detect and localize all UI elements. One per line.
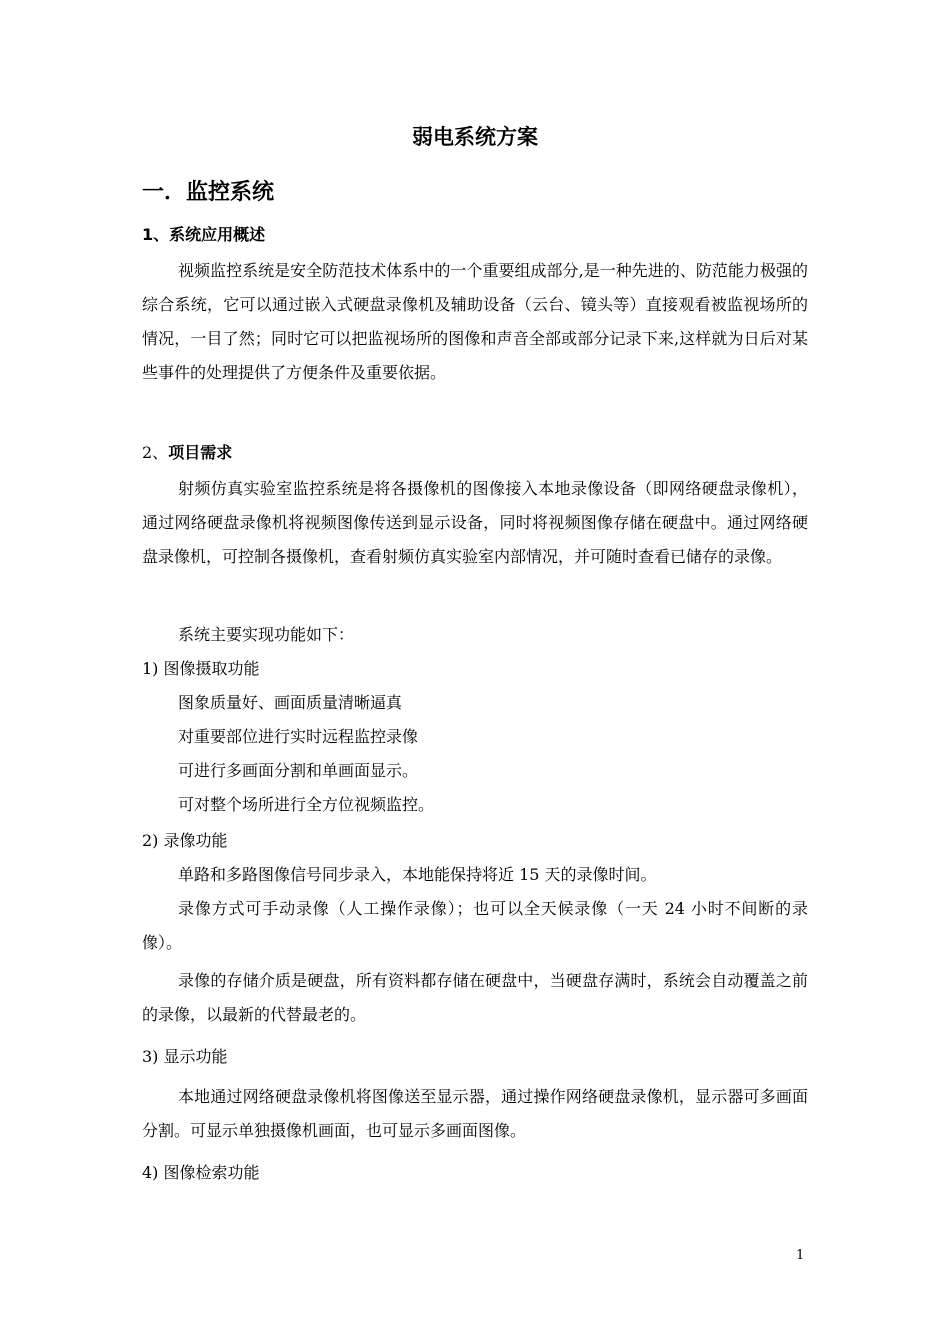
subheading-overview: 1、系统应用概述 xyxy=(142,225,266,244)
list-item-image-capture: 1) 图像摄取功能 xyxy=(142,659,260,678)
paragraph-functions-intro: 系统主要实现功能如下： xyxy=(178,625,355,644)
paragraph-overview: 视频监控系统是安全防范技术体系中的一个重要组成部分,是一种先进的、防范能力极强的综合系统，它可以通过嵌入式硬盘录像机及辅助设备（云台、镜头等）直接观看被监视场所的情况，一目了然；同时它可以把监视场所的图像和声音全部或部分记录下来,这样就为日后对某些事件的处理提供了方便条件及重要依据。 xyxy=(142,261,808,382)
feature-line: 对重要部位进行实时远程监控录像 xyxy=(178,727,419,746)
list-item-display: 3) 显示功能 xyxy=(142,1047,228,1066)
subheading-text: 项目需求 xyxy=(168,443,233,462)
list-item-recording: 2) 录像功能 xyxy=(142,831,228,850)
subheading-requirements xyxy=(142,440,232,466)
document-title: 弱电系统方案 xyxy=(412,125,538,149)
list-item-image-search: 4) 图像检索功能 xyxy=(142,1163,260,1182)
feature-line: 可进行多画面分割和单画面显示。 xyxy=(178,761,419,780)
paragraph-recording-mode: 录像方式可手动录像（人工操作录像）；也可以全天候录像（一天 24 小时不间断的录像）。 xyxy=(142,899,808,952)
paragraph-recording-storage: 录像的存储介质是硬盘，所有资料都存储在硬盘中，当硬盘存满时，系统会自动覆盖之前的录像，以最新的代替最老的。 xyxy=(142,971,808,1024)
section-heading-monitoring: 一．监控系统 xyxy=(142,180,275,205)
feature-line: 单路和多路图像信号同步录入，本地能保持将近 15 天的录像时间。 xyxy=(178,865,657,884)
subheading-number: 2、 xyxy=(142,443,169,462)
feature-line: 可对整个场所进行全方位视频监控。 xyxy=(178,795,435,814)
paragraph-display: 本地通过网络硬盘录像机将图像送至显示器，通过操作网络硬盘录像机，显示器可多画面分割。可显示单独摄像机画面，也可显示多画面图像。 xyxy=(142,1087,808,1140)
feature-line: 图象质量好、画面质量清晰逼真 xyxy=(178,693,403,712)
paragraph-requirements: 射频仿真实验室监控系统是将各摄像机的图像接入本地录像设备（即网络硬盘录像机），通过网络硬盘录像机将视频图像传送到显示设备，同时将视频图像存储在硬盘中。通过网络硬盘录像机，可控制各摄像机，查看射频仿真实验室内部情况，并可随时查看已储存的录像。 xyxy=(142,479,808,566)
page-number: 1 xyxy=(796,1248,805,1263)
